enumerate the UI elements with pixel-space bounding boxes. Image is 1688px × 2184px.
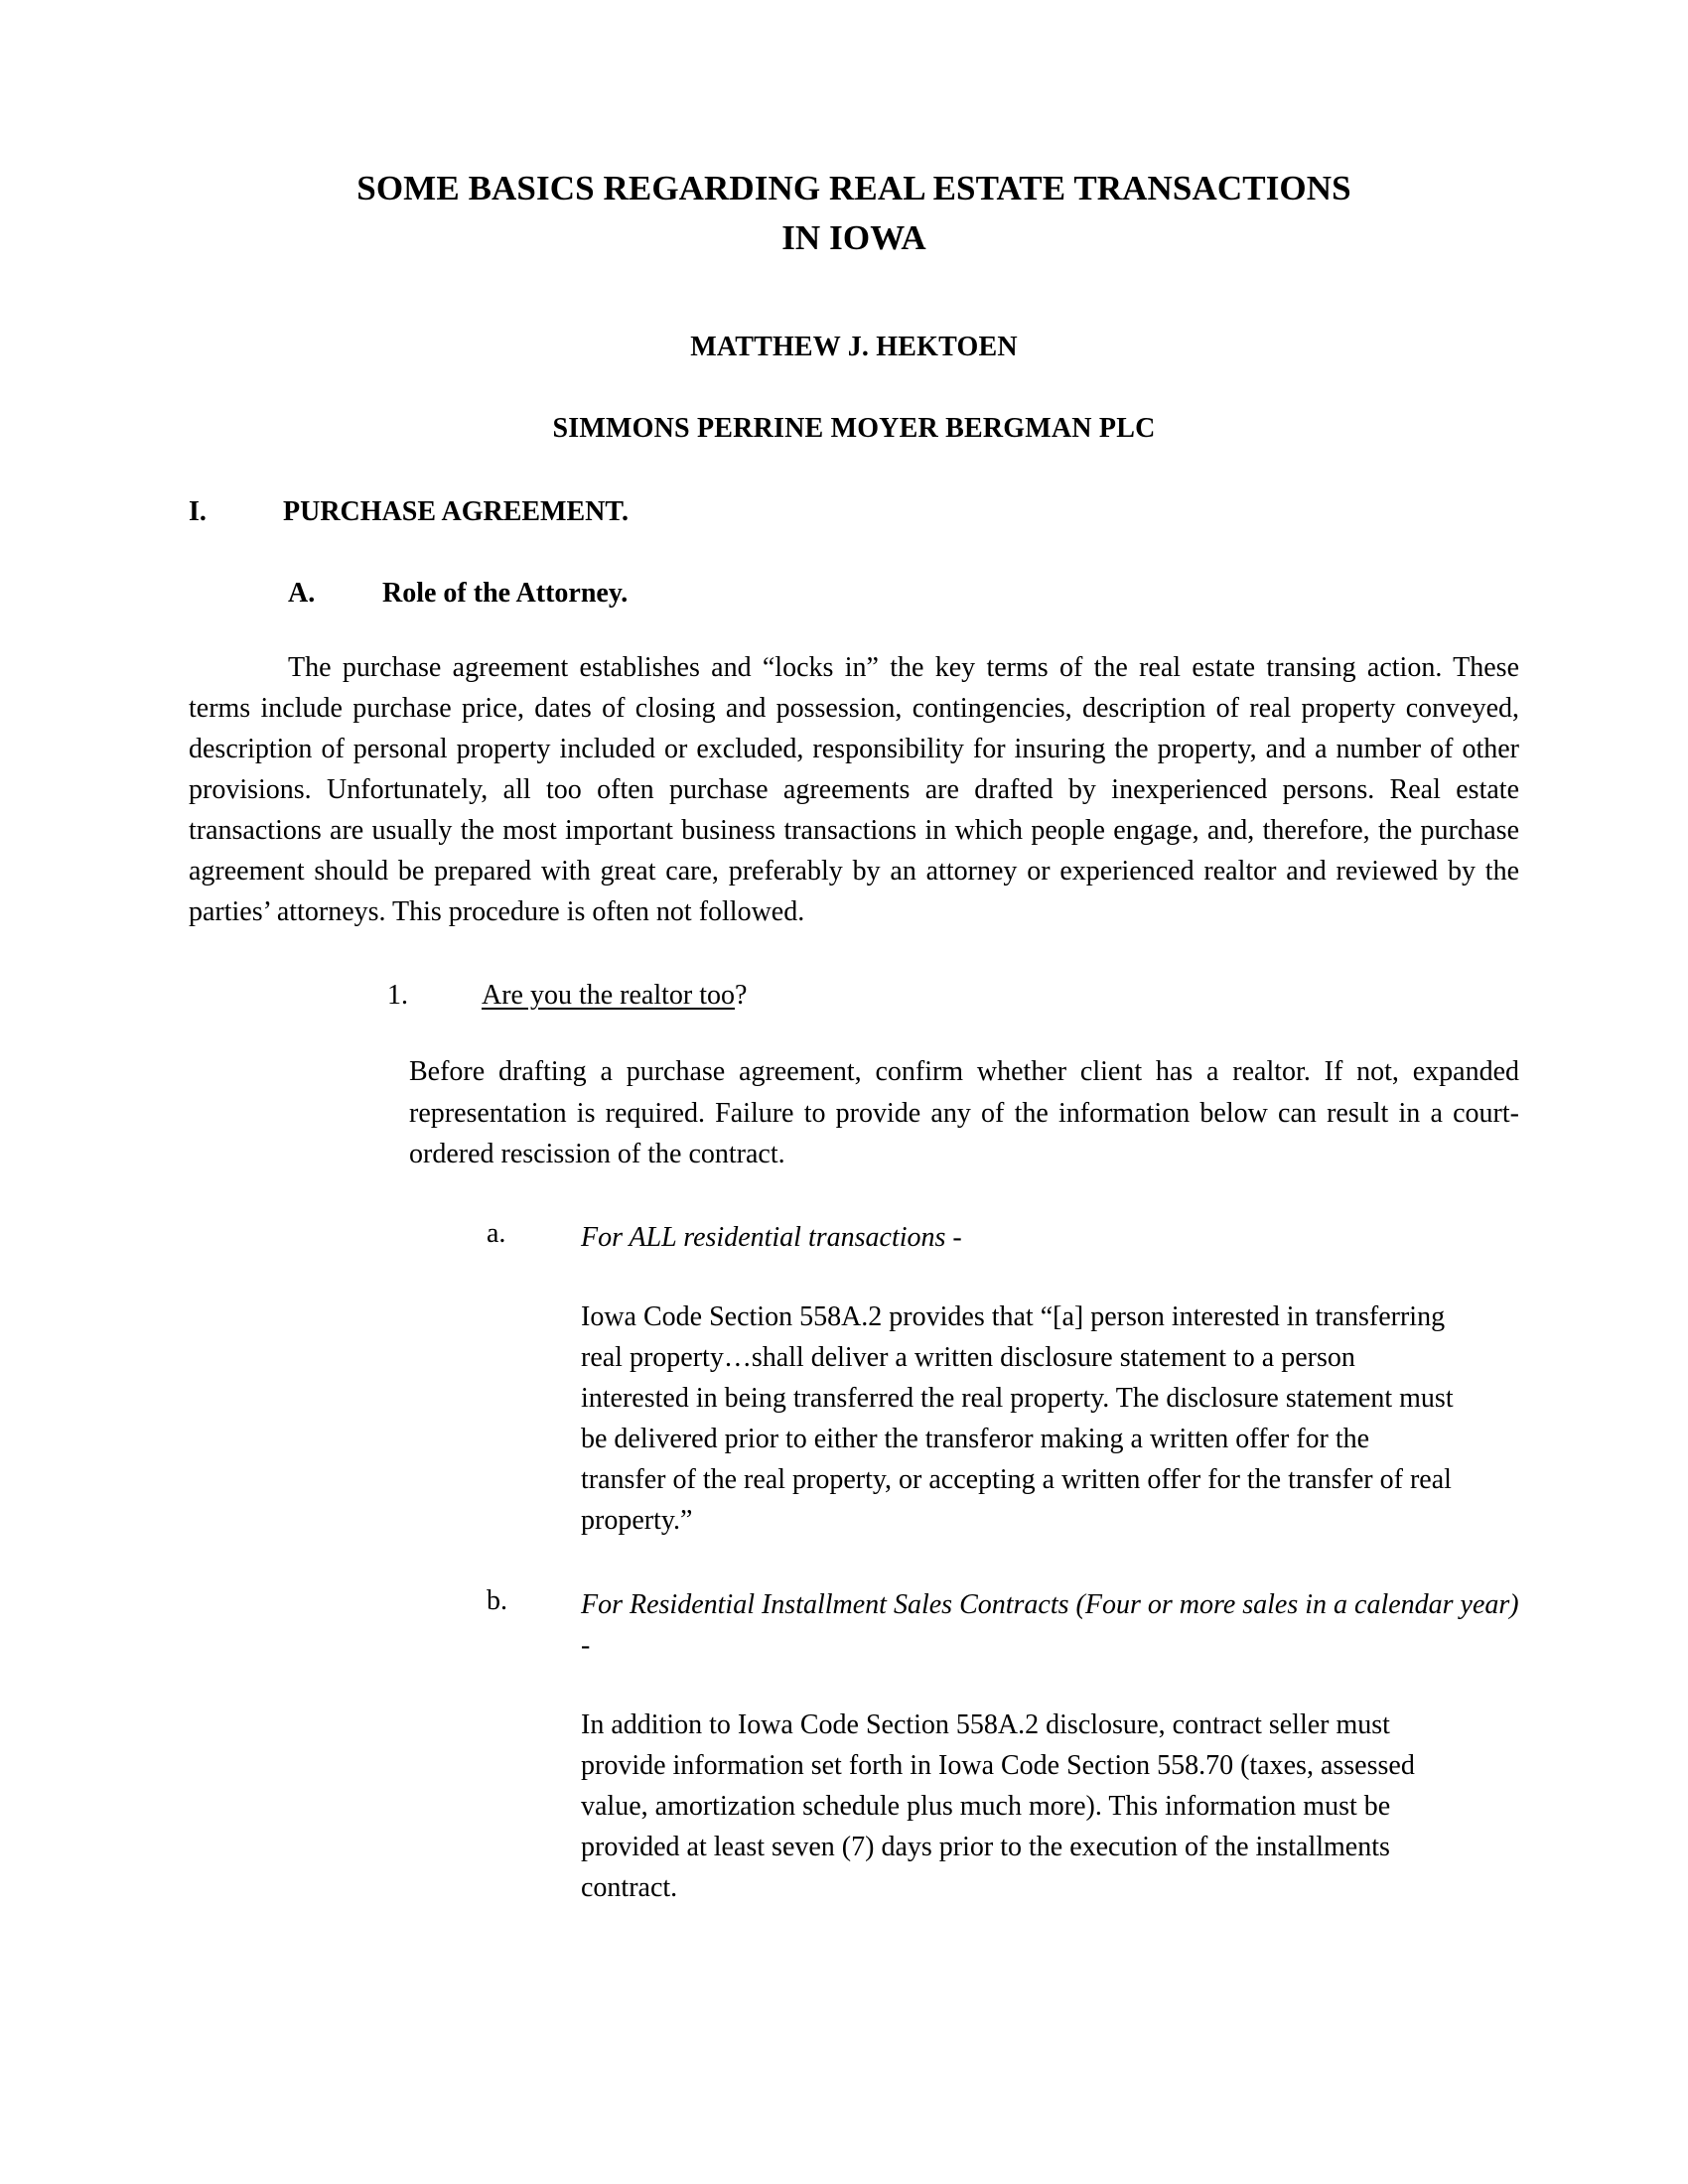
item-1-paragraph: Before drafting a purchase agreement, confirm whether client has a realtor. If not, expanded representation is required. Failure to provide any of the information below can result in a court-ordered rescission of the contract. xyxy=(409,1056,1519,1169)
item-a-quote: Iowa Code Section 558A.2 provides that “[a] person interested in transferring real property…shall deliver a written disclosure statement to a person interested in being transferred the real property. The disclosure statement must be delivered prior to either the transferor making a written offer for the transfer of the real property, or accepting a written offer for the transfer of real property.” xyxy=(581,1301,1454,1536)
title-line-1: SOME BASICS REGARDING REAL ESTATE TRANSACTIONS xyxy=(356,169,1351,207)
heading-marker-number: 1. xyxy=(387,980,408,1012)
heading-label-number-underlined: Are you the realtor too xyxy=(482,980,736,1012)
intro-paragraph: The purchase agreement establishes and “locks in” the key terms of the real estate transing action. These terms include purchase price, dates of closing and possession, contingencies, description of real property conveyed, description of personal property included or excluded, responsibility for insuring the property, and a number of other provisions. Unfortunately, all too often purchase agreements are drafted by inexperienced persons. Real estate transactions are usually the most important business transactions in which people engage, and, therefore, the purchase agreement should be prepared with great care, preferably by an attorney or experienced realtor and reviewed by the parties’ attorneys. This procedure is often not followed. xyxy=(189,652,1519,928)
page-title xyxy=(189,164,1519,262)
heading-are-you-the-realtor-too xyxy=(387,980,1519,1012)
heading-marker-roman: I. xyxy=(189,496,207,528)
heading-label-number-tail: ? xyxy=(735,980,748,1012)
firm-name: SIMMONS PERRINE MOYER BERGMAN PLC xyxy=(552,413,1156,445)
heading-marker-alpha-b: b. xyxy=(487,1584,507,1616)
heading-label-alpha-a: For ALL residential transactions - xyxy=(581,1221,962,1253)
heading-label-letter: Role of the Attorney. xyxy=(382,578,629,610)
heading-marker-letter: A. xyxy=(288,578,316,610)
heading-purchase-agreement xyxy=(189,496,1519,528)
heading-label-roman: PURCHASE AGREEMENT. xyxy=(283,496,629,528)
author-name: MATTHEW J. HEKTOEN xyxy=(690,332,1018,363)
heading-for-residential-installment-sales-contracts xyxy=(487,1585,1519,1667)
item-b-paragraph: In addition to Iowa Code Section 558A.2 disclosure, contract seller must provide information set forth in Iowa Code Section 558.70 (taxes, assessed value, amortization schedule plus much more). This information must be provided at least seven (7) days prior to the execution of the installments contract. xyxy=(581,1709,1415,1903)
heading-marker-alpha-a: a. xyxy=(487,1217,506,1249)
heading-label-alpha-b: For Residential Installment Sales Contracts (Four or more sales in a calendar year) - xyxy=(581,1588,1519,1661)
title-line-2: IN IOWA xyxy=(781,217,926,257)
heading-for-all-residential-transactions xyxy=(487,1218,1519,1259)
heading-label-number xyxy=(482,980,747,1012)
heading-role-of-the-attorney xyxy=(288,578,1519,610)
